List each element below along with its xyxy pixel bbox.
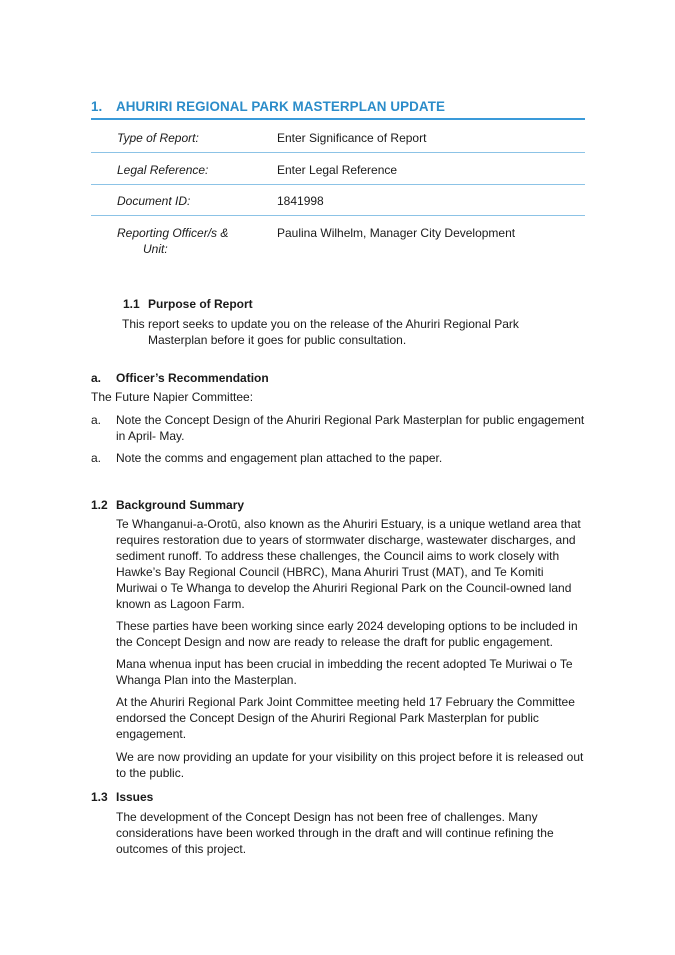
background-heading — [91, 498, 244, 512]
section-number: 1. — [91, 99, 103, 114]
background-paragraph: Te Whanganui-a-Orotū, also known as the Ahuriri Estuary, is a unique wetland area that requires restoration due to years of stormwater discharge, wastewater discharges, and sediment runoff. To address these challenges, the Council aims to work closely with Hawke’s Bay Regional Council (HBRC), Mana Ahuriri Trust (MAT), and Te Komiti Muriwai o Te Whanga to develop the Ahuriri Regional Park on the Council-owned land known as Lagoon Farm. — [116, 517, 581, 611]
meta-label-line1: Reporting Officer/s & — [117, 226, 229, 240]
meta-value: Enter Significance of Report — [277, 131, 427, 145]
list-text: Note the Concept Design of the Ahuriri Regional Park Masterplan for public engagement in April- May. — [116, 413, 585, 443]
recommendation-title: Officer’s Recommendation — [116, 371, 269, 385]
meta-label: Type of Report: — [117, 131, 199, 145]
issues-heading — [91, 790, 153, 804]
purpose-text: This report seeks to update you on the release of the Ahuriri Regional Park Masterplan before it goes for public consultation. — [122, 317, 519, 347]
meta-value: 1841998 — [277, 194, 324, 208]
background-paragraph: These parties have been working since early 2024 developing options to be included in the Concept Design and now are ready to release the draft for public engagement. — [116, 619, 578, 649]
background-number: 1.2 — [91, 498, 108, 512]
background-title: Background Summary — [116, 498, 245, 512]
purpose-heading — [123, 297, 253, 311]
list-marker: a. — [91, 451, 102, 465]
issues-number: 1.3 — [91, 790, 108, 804]
meta-label — [117, 225, 267, 257]
meta-label: Legal Reference: — [117, 163, 209, 177]
meta-value: Paulina Wilhelm, Manager City Development — [277, 226, 516, 240]
list-text: Note the comms and engagement plan attached to the paper. — [116, 451, 443, 465]
recommendation-heading — [91, 371, 269, 385]
background-paragraph: At the Ahuriri Regional Park Joint Committee meeting held 17 February the Committee endorsed the Concept Design of the Ahuriri Regional Park Masterplan for public engagement. — [116, 695, 575, 741]
background-paragraph: Mana whenua input has been crucial in imbedding the recent adopted Te Muriwai o Te Whanga Plan into the Masterplan. — [116, 657, 573, 687]
purpose-number: 1.1 — [123, 297, 140, 311]
meta-label-line2: Unit: — [143, 242, 168, 256]
issues-text: The development of the Concept Design has not been free of challenges. Many considerations have been worked through in the draft and will continue refining the outcomes of this project. — [116, 810, 554, 856]
purpose-title: Purpose of Report — [148, 297, 253, 311]
table-divider — [91, 152, 585, 153]
section-heading — [91, 99, 585, 114]
issues-title: Issues — [116, 790, 154, 804]
background-paragraph: We are now providing an update for your visibility on this project before it is released out to the public. — [116, 750, 584, 780]
table-divider — [91, 184, 585, 185]
table-divider — [91, 215, 585, 216]
section-title: AHURIRI REGIONAL PARK MASTERPLAN UPDATE — [116, 99, 446, 114]
meta-value: Enter Legal Reference — [277, 163, 398, 177]
heading-rule — [91, 118, 585, 120]
recommendation-intro: The Future Napier Committee: — [91, 390, 254, 404]
meta-label: Document ID: — [117, 194, 191, 208]
recommendation-marker: a. — [91, 371, 102, 385]
list-marker: a. — [91, 413, 102, 427]
